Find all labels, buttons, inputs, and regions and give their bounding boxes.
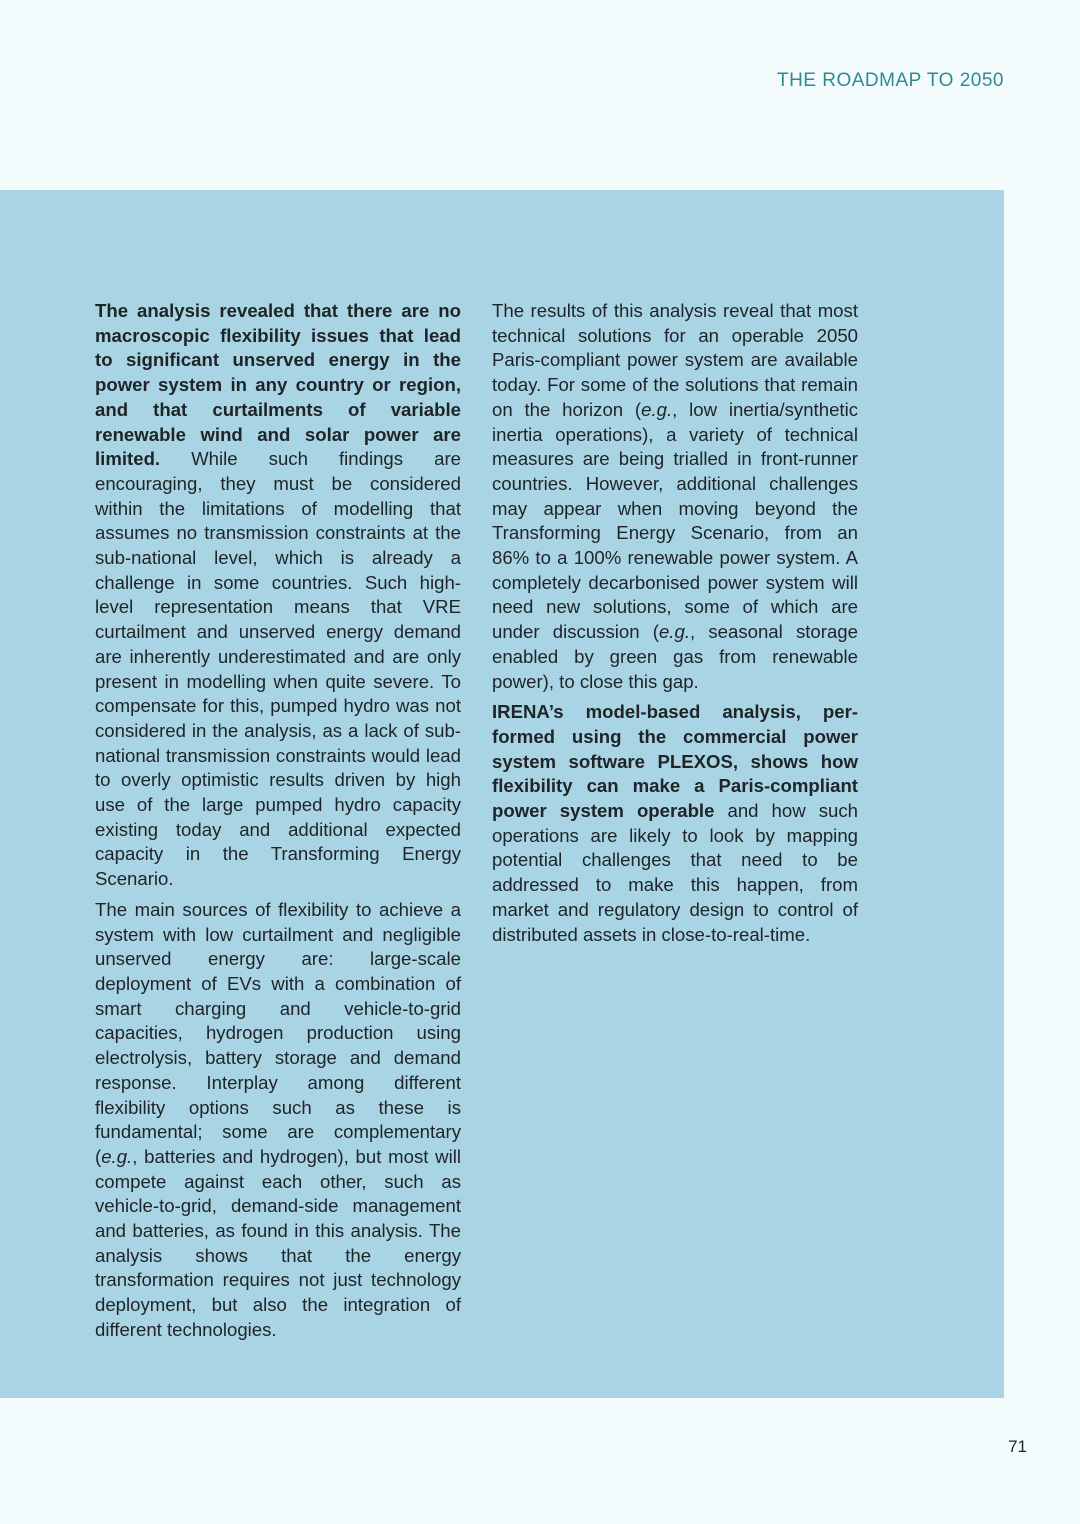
left-column <box>95 299 461 1349</box>
paragraph-text: The results of this analysis reveal that most technical solutions for an operable 2050 Paris-compliant power system are available today. For some of the solutions that remain on the horizon ( <box>492 300 858 420</box>
running-header: THE ROADMAP TO 2050 <box>776 70 1004 91</box>
paragraph-text: , batteries and hydrogen), but most will compete against each other, such as vehicle-to-grid, demand-side management and batteries, as found in this analysis. The analysis shows that the energy transformation requires not just technology deployment, but also the integration of different technologies. <box>95 1145 461 1340</box>
right-paragraph-1 <box>492 299 858 694</box>
italic-abbreviation: e.g. <box>641 398 673 420</box>
paragraph-body: While such findings are encouraging, they must be considered within the limitations of modelling that assumes no transmission constraints at the sub-national level, which is already a challenge in some countries. Such high-level representation means that VRE curtailment and unserved energy demand are inherently underestimated and are only present in modelling when quite severe. To compensate for this, pumped hydro was not considered in the analysis, as a lack of sub-national transmission constraints would lead to overly optimistic results driven by high use of the large pumped hydro capacity existing today and additional expected capacity in the Transforming Energy Scenario. <box>95 448 461 890</box>
right-column <box>492 299 858 953</box>
paragraph-body: and how such operations are likely to look by mapping potential challenges that need to be addressed to make this happen, from market and regulatory design to control of distributed assets in close-to-real-time. <box>492 800 858 945</box>
left-paragraph-2 <box>95 898 461 1343</box>
page-number: 71 <box>1008 1437 1027 1456</box>
italic-abbreviation: e.g. <box>658 621 690 643</box>
paragraph-text: , seasonal storage enabled by green gas from renewable power), to close this gap. <box>492 621 858 692</box>
right-paragraph-2 <box>492 700 858 947</box>
paragraph-text: , low inertia/synthetic inertia operations), a variety of technical measures are being trialled in front-runner countries. However, additional challenges may appear when moving beyond the Transforming Energy Scenario, from an 86% to a 100% renewable power system. A completely decarbonised power system will need new solutions, some of which are under discussion ( <box>492 398 858 643</box>
left-paragraph-1 <box>95 299 461 892</box>
italic-abbreviation: e.g. <box>101 1145 133 1167</box>
paragraph-text: The main sources of flexibility to achieve a system with low curtailment and negligible unserved energy are: large-scale deployment of EVs with a combination of smart charging and vehicle-to-grid capacities, hydrogen production using electrolysis, battery storage and demand response. Interplay among different flexibility options such as these is fundamental; some are complementary ( <box>95 898 461 1167</box>
bold-lead: The analysis revealed that there are no macroscopic flexibility issues that lead to significant unserved energy in the power system in any country or region, and that curtailments of variable renewable wind and solar power are limited. <box>95 300 461 470</box>
bold-lead: IRENA’s model-based analysis, per-formed using the commercial power system software PLEXOS, shows how flexibility can make a Paris-compliant power system operable <box>492 701 858 822</box>
